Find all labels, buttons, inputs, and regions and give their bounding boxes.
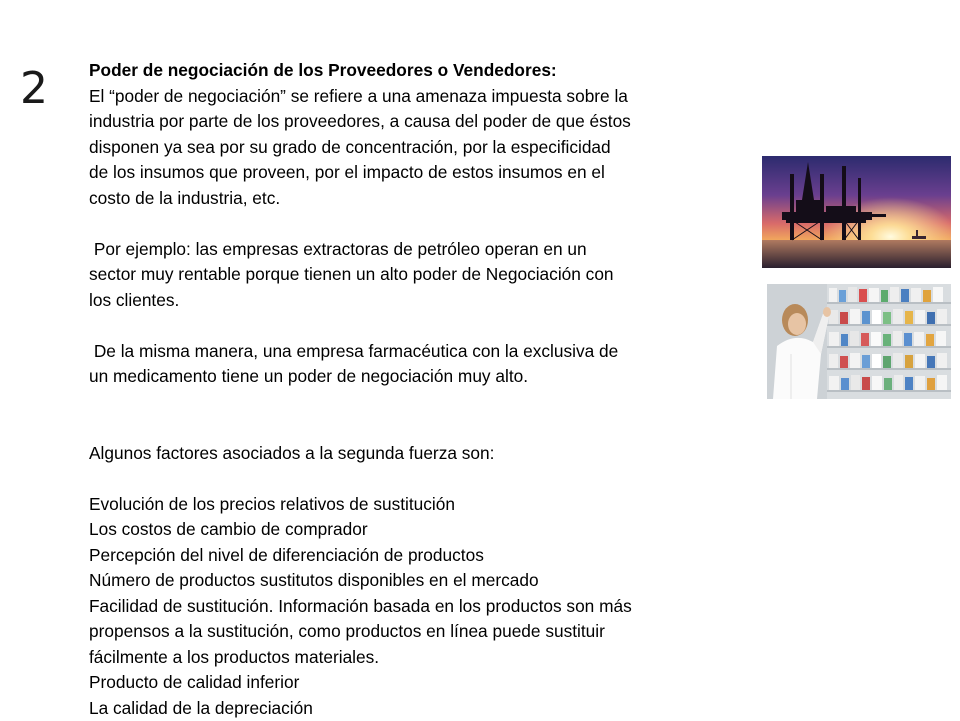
pharmacy-photo [767,284,951,399]
spacer [89,313,769,339]
spacer [89,390,769,441]
heading: Poder de negociación de los Proveedores o Vendedores: [89,58,769,84]
example-line: sector muy rentable porque tienen un alto poder de Negociación con [89,262,769,288]
pharmacy-image [767,284,951,399]
factor-list [89,492,769,721]
spacer [89,466,769,492]
example-line: un medicamento tiene un poder de negociación muy alto. [89,364,769,390]
factors-intro: Algunos factores asociados a la segunda fuerza son: [89,441,769,467]
factor-line: Facilidad de sustitución. Información basada en los productos son más [89,594,769,620]
intro-line: disponen ya sea por su grado de concentración, por la especificidad [89,135,769,161]
intro-line: de los insumos que proveen, por el impacto de estos insumos en el [89,160,769,186]
oil-rig-image [762,156,951,268]
factor-line: Percepción del nivel de diferenciación de productos [89,543,769,569]
oil-rig-photo [762,156,951,268]
slide-text [89,58,769,721]
factor-line: Los costos de cambio de comprador [89,517,769,543]
factor-line: propensos a la sustitución, como productos en línea puede sustituir [89,619,769,645]
factor-line: fácilmente a los productos materiales. [89,645,769,671]
example-line: Por ejemplo: las empresas extractoras de petróleo operan en un [89,237,769,263]
example-line: los clientes. [89,288,769,314]
factor-line: Número de productos sustitutos disponibles en el mercado [89,568,769,594]
intro-line: industria por parte de los proveedores, a causa del poder de que éstos [89,109,769,135]
intro-line: El “poder de negociación” se refiere a una amenaza impuesta sobre la [89,84,769,110]
spacer [89,211,769,237]
example-line: De la misma manera, una empresa farmacéutica con la exclusiva de [89,339,769,365]
factor-line: Producto de calidad inferior [89,670,769,696]
factor-line: Evolución de los precios relativos de sustitución [89,492,769,518]
intro-line: costo de la industria, etc. [89,186,769,212]
slide-number: 2 [20,64,48,114]
factor-line: La calidad de la depreciación [89,696,769,721]
